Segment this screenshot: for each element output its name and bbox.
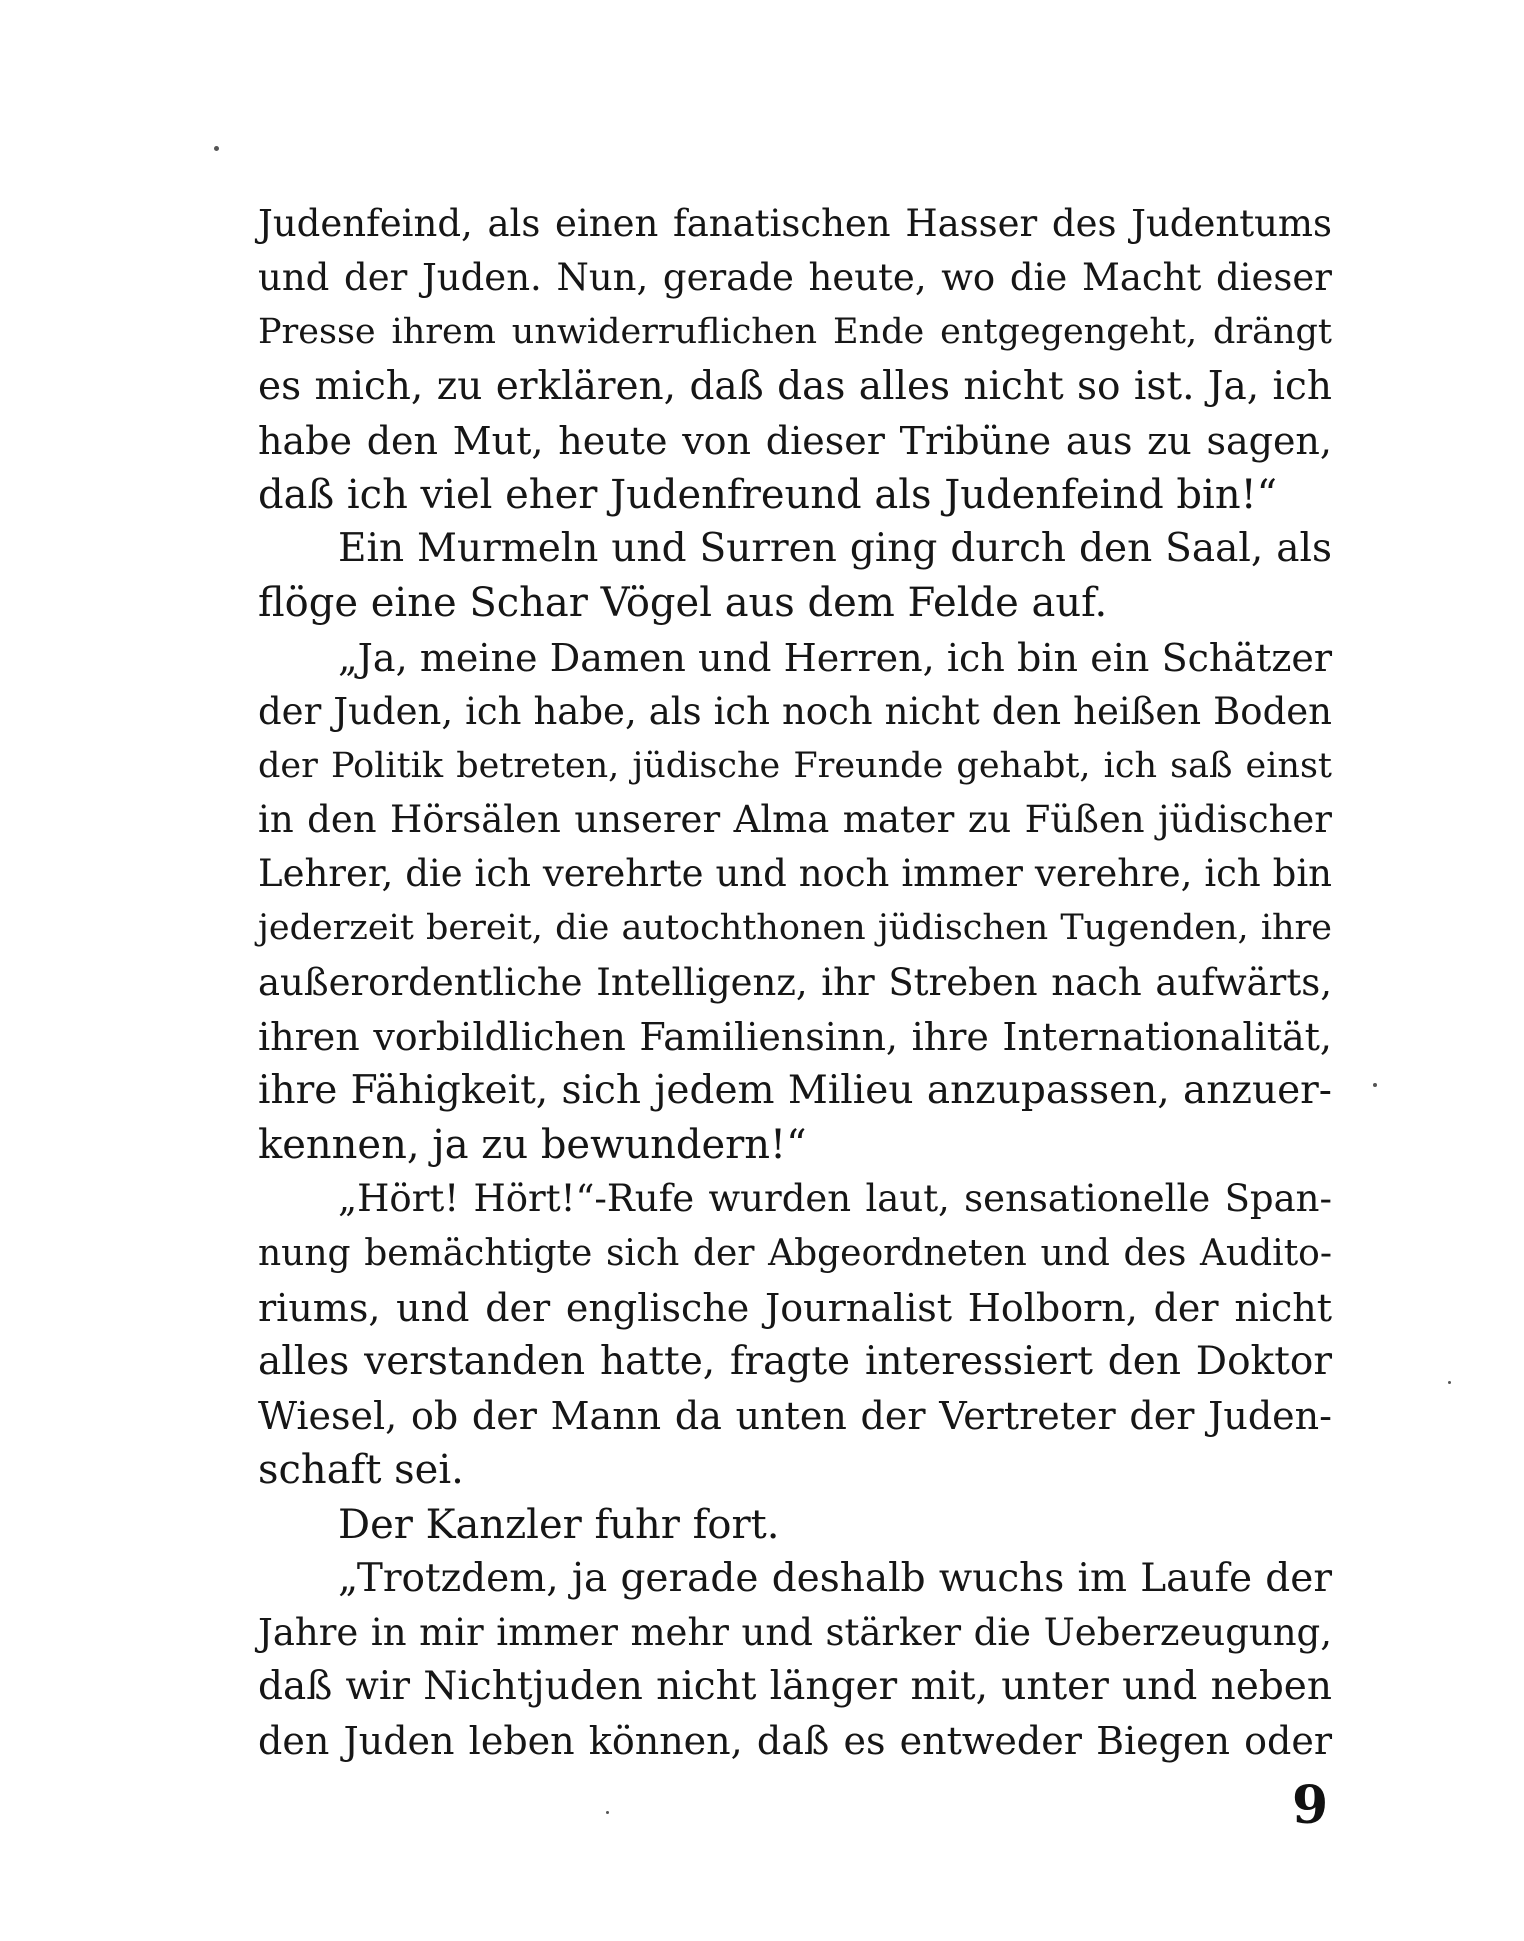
text-line: „Hört! Hört!“-Rufe wurden laut, sensationelle Span-: [338, 1177, 1332, 1221]
text-line: riums, und der englische Journalist Holborn, der nicht: [258, 1285, 1332, 1330]
text-line: „Ja, meine Damen und Herren, ich bin ein Schätzer: [338, 635, 1332, 680]
text-line: Presse ihrem unwiderruflichen Ende entgegengeht, drängt: [258, 312, 1332, 353]
text-line: Jahre in mir immer mehr und stärker die Ueberzeugung,: [258, 1610, 1332, 1654]
text-line: flöge eine Schar Vögel aus dem Felde auf.: [258, 580, 1108, 627]
text-line: schaft sei.: [258, 1447, 464, 1494]
text-line: der Politik betreten, jüdische Freunde gehabt, ich saß einst: [258, 745, 1332, 786]
scan-speck: [1373, 1083, 1377, 1087]
text-line: ihre Fähigkeit, sich jedem Milieu anzupassen, anzuer-: [258, 1068, 1332, 1113]
text-line: Wiesel, ob der Mann da unten der Vertreter der Juden-: [258, 1394, 1332, 1439]
text-line: Ein Murmeln und Surren ging durch den Saal, als: [338, 526, 1332, 572]
text-line: kennen, ja zu bewundern!“: [258, 1122, 807, 1169]
text-line: daß wir Nichtjuden nicht länger mit, unter und neben: [258, 1664, 1332, 1710]
text-line: es mich, zu erklären, daß das alles nicht so ist. Ja, ich: [258, 363, 1332, 409]
text-line: alles verstanden hatte, fragte interessiert den Doktor: [258, 1338, 1332, 1384]
scan-speck: [214, 146, 219, 151]
text-line: Lehrer, die ich verehrte und noch immer verehre, ich bin: [258, 852, 1332, 896]
text-line: ihren vorbildlichen Familiensinn, ihre Internationalität,: [258, 1014, 1332, 1059]
scan-speck: [606, 1811, 609, 1814]
text-line: daß ich viel eher Judenfreund als Judenfeind bin!“: [258, 471, 1278, 518]
text-line: „Trotzdem, ja gerade deshalb wuchs im Laufe der: [338, 1555, 1332, 1601]
text-line: und der Juden. Nun, gerade heute, wo die Macht dieser: [258, 256, 1332, 300]
text-line: in den Hörsälen unserer Alma mater zu Füßen jüdischer: [258, 798, 1332, 842]
page-number: 9: [1292, 1775, 1329, 1836]
text-line: Der Kanzler fuhr fort.: [338, 1501, 780, 1548]
scan-speck: [1448, 1381, 1451, 1384]
text-line: der Juden, ich habe, als ich noch nicht den heißen Boden: [258, 689, 1332, 733]
text-line: den Juden leben können, daß es entweder Biegen oder: [258, 1719, 1332, 1764]
text-line: habe den Mut, heute von dieser Tribüne aus zu sagen,: [258, 418, 1332, 463]
text-line: außerordentliche Intelligenz, ihr Streben nach aufwärts,: [258, 960, 1332, 1004]
text-line: nung bemächtigte sich der Abgeordneten und des Audito-: [258, 1232, 1332, 1274]
text-line: jederzeit bereit, die autochthonen jüdischen Tugenden, ihre: [258, 908, 1332, 949]
text-line: Judenfeind, als einen fanatischen Hasser des Judentums: [258, 202, 1332, 245]
body-text: [258, 197, 1332, 1768]
